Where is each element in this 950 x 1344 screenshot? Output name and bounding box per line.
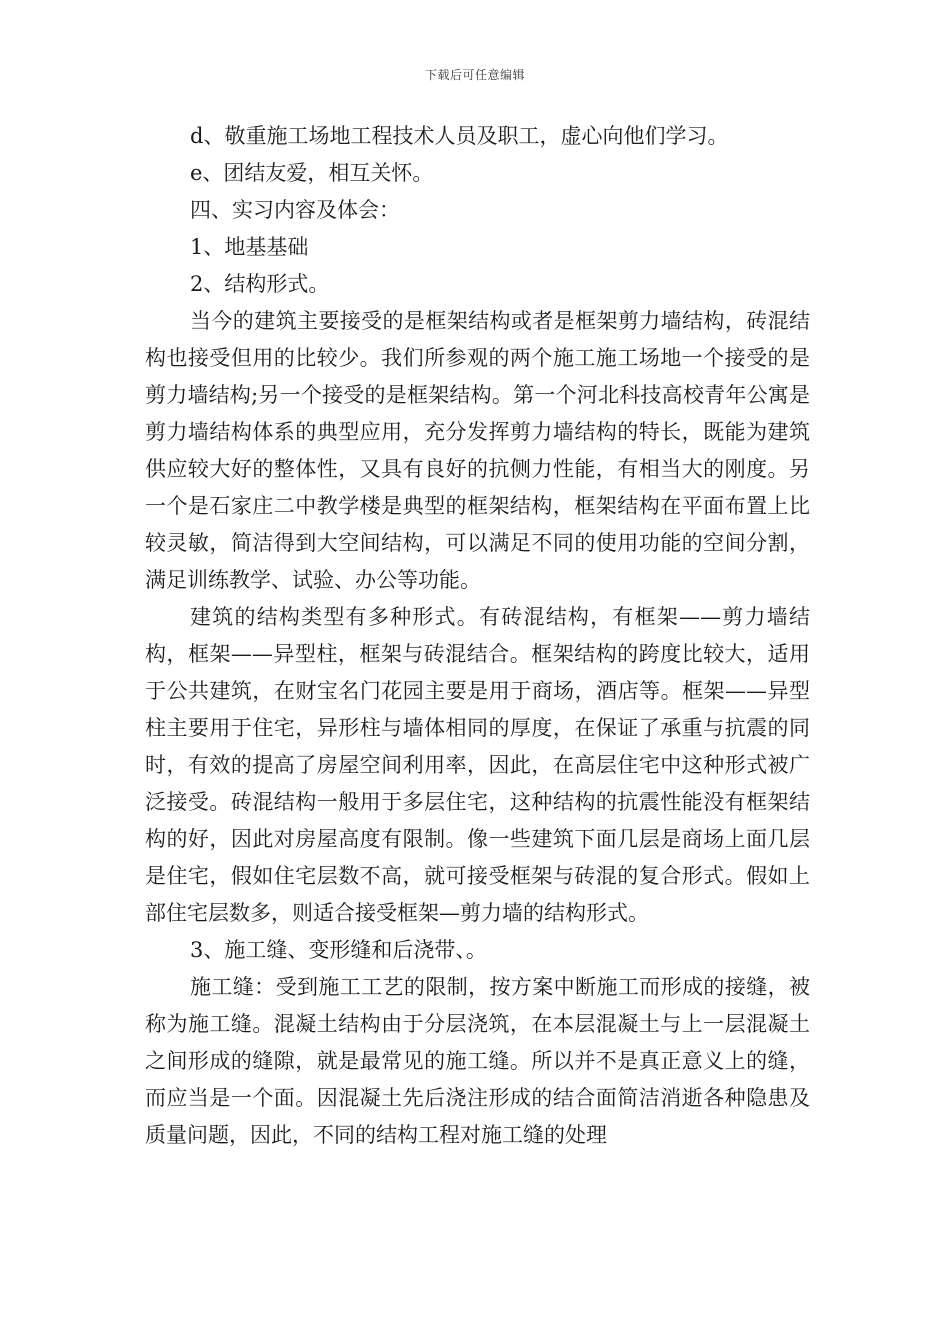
section-heading-4: 四、实习内容及体会： — [190, 198, 400, 222]
document-body — [145, 118, 810, 1154]
page-header: 下载后可任意编辑 — [424, 68, 525, 82]
paragraph-structure-types — [145, 303, 810, 599]
list-item-d: d、敬重施工场地工程技术人员及职工，虚心向他们学习。 — [190, 124, 729, 148]
paragraph-2: 建筑的结构类型有多种形式。有砖混结构，有框架——剪力墙结构，框架——异型柱，框架与砖混结合。框架结构的跨度比较大，适用于公共建筑，在财宝名门花园主要是用于商场，酒店等。框架——异型柱主要用于住宅，异形柱与墙体相同的厚度，在保证了承重与抗震的同时，有效的提高了房屋空间利用率，因此，在高层住宅中这种形式被广泛接受。砖混结构一般用于多层住宅，这种结构的抗震性能没有框架结构的好，因此对房屋高度有限制。像一些建筑下面几层是商场上面几层是住宅，假如住宅层数不高，就可接受框架与砖混的复合形式。假如上部住宅层数多，则适合接受框架—剪力墙的结构形式。 — [145, 605, 810, 925]
list-item-2: 2、结构形式。 — [190, 272, 330, 296]
list-item-3: 3、施工缝、变形缝和后浇带、。 — [190, 938, 487, 962]
paragraph-1: 当今的建筑主要接受的是框架结构或者是框架剪力墙结构，砖混结构也接受但用的比较少。我们所参观的两个施工施工场地一个接受的是剪力墙结构;另一个接受的是框架结构。第一个河北科技高校青年公寓是剪力墙结构体系的典型应用，充分发挥剪力墙结构的特长，既能为建筑供应较大好的整体性，又具有良好的抗侧力性能，有相当大的刚度。另一个是石家庄二中教学楼是典型的框架结构，框架结构在平面布置上比较灵敏，简洁得到大空间结构，可以满足不同的使用功能的空间分割，满足训练教学、试验、办公等功能。 — [145, 309, 810, 592]
list-item-1: 1、地基基础 — [190, 235, 309, 259]
paragraph-construction-joint — [145, 969, 810, 1154]
paragraph-3: 施工缝：受到施工工艺的限制，按方案中断施工而形成的接缝，被称为施工缝。混凝土结构由于分层浇筑，在本层混凝土与上一层混凝土之间形成的缝隙，就是最常见的施工缝。所以并不是真正意义上的缝，而应当是一个面。因混凝土先后浇注形成的结合面简洁消逝各种隐患及质量问题，因此，不同的结构工程对施工缝的处理 — [145, 975, 810, 1147]
paragraph-structure-forms — [145, 599, 810, 932]
list-item-e: e、团结友爱，相互关怀。 — [190, 161, 434, 185]
